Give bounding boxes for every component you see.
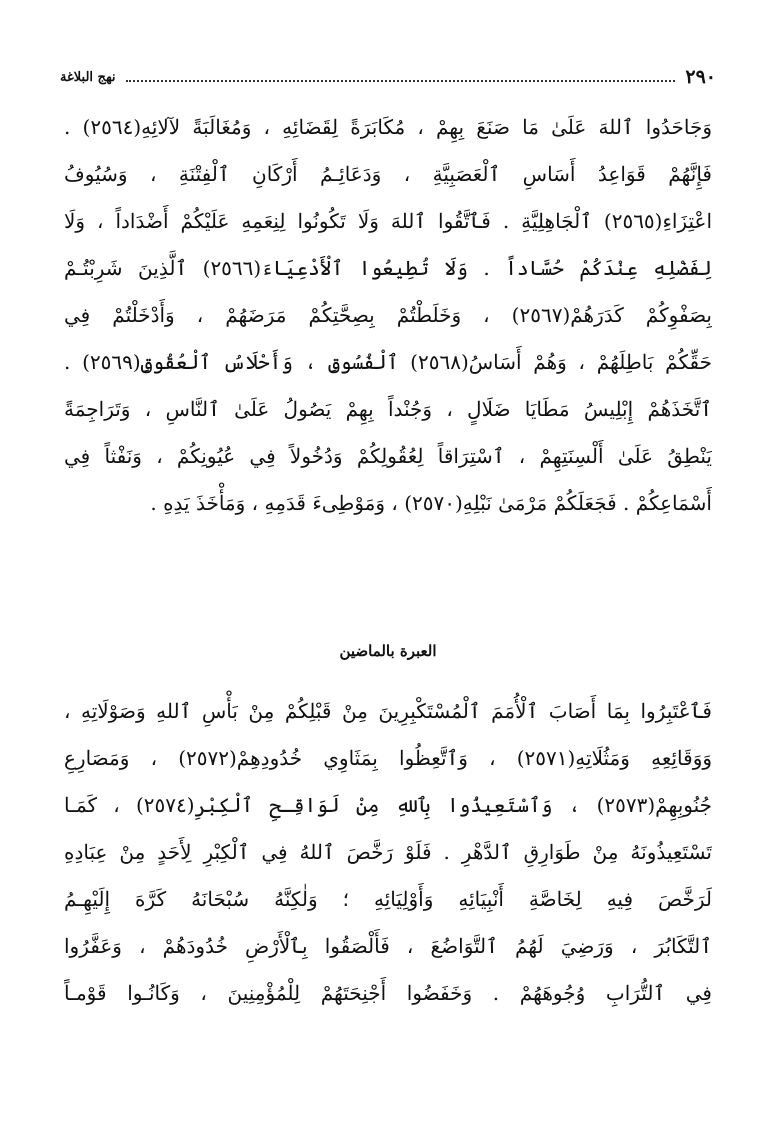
text-line: فَٱعْتَبِرُوا بِمَا أَصَابَ ٱلْأُمَمَ ٱلْمُسْتَكْبِرِينَ مِنْ قَبْلِكُمْ مِنْ بَأْسِ ٱللهِ وَصَوْلَاتِهِ ، (64, 699, 712, 723)
text-line: فَإِنَّهُمْ قَوَاعِدُ أَسَاسِ ٱلْعَصَبِيَّةِ ، وَدَعَائِـمُ أَرْكَانِ ٱلْفِتْنَةِ ، وَسُيُوفُ (64, 162, 712, 186)
text-line: وَوَقَائِعِهِ وَمَثُلَاتِهِ(٢٥٧١) ، وَٱتَّعِظُوا بِمَثَاوِي خُدُودِهِمْ(٢٥٧٢) ، وَمَصَارِعِ (64, 746, 712, 770)
text-line: لِفَضْلِهِ عِنْدَكُمْ حُسَّاداً . وَلَا تُطِيعُوا ٱلْأَدْعِيَاءَ(٢٥٦٦) ٱلَّذِينَ شَرِبْتُـمْ (64, 256, 712, 280)
text-line: ٱتَّخَذَهُمْ إِبْلِيسُ مَطَايَا ضَلَالٍ ، وَجُنْداً بِهِمْ يَصُولُ عَلَىٰ ٱلنَّاسِ ، وَتَرَاجِمَةً (64, 397, 712, 421)
text-line: وَجَاحَدُوا ٱللهَ عَلَىٰ مَا صَنَعَ بِهِمْ ، مُكَابَرَةً لِقَضَائِهِ ، وَمُغَالَبَةً لآلائِهِ(٢٥٦٤) . (64, 115, 712, 139)
book-title: نهج البلاغة (60, 69, 116, 85)
text-line: اعْتِزَاءِ(٢٥٦٥) ٱلْجَاهِلِيَّةِ . فَٱتَّقُوا ٱللهَ وَلَا تَكُونُوا لِنِعَمِهِ عَلَيْكُمْ أَضْدَاداً ، وَلَا (64, 209, 712, 233)
text-line: يَنْطِقُ عَلَىٰ أَلْسِنَتِهِمْ ، ٱسْتِرَاقاً لِعُقُولِكُمْ وَدُخُولاً فِي عُيُونِكُمْ ، وَنَفْثاً فِي (64, 444, 712, 468)
text-line: فِي ٱلتُّرَابِ وُجُوهَهُمْ . وَخَفَضُوا أَجْنِحَتَهُمْ لِلْمُؤْمِنِينَ ، وَكَانُـوا قَوْمـاً (64, 981, 712, 1005)
text-line: ٱلتَّكَابُرَ ، وَرَضِيَ لَهُمُ ٱلتَّوَاضُعَ ، فَأَلْصَقُوا بِٱلْأَرْضِ خُدُودَهُمْ ، وَعَفَّرُوا (64, 934, 712, 958)
text-block-2 (64, 688, 712, 1017)
text-line: لَرَخَّصَ فِيهِ لِخَاصَّةِ أَنْبِيَائِهِ وَأَوْلِيَائِهِ ؛ وَلٰكِنَّهُ سُبْحَانَهُ كَرَّهَ إِلَيْهِـمُ (64, 887, 712, 911)
section-heading: العبرة بالماضين (339, 642, 437, 660)
text-line: بِصَفْوِكُمْ كَدَرَهُمْ(٢٥٦٧) ، وَخَلَطْتُمْ بِصِحَّتِكُمْ مَرَضَهُمْ ، وَأَدْخَلْتُمْ فِي (64, 303, 712, 327)
text-block-1 (64, 104, 712, 527)
page-number: ٢٩٠ (685, 66, 716, 88)
text-line: حَقِّكُمْ بَاطِلَهُمْ ، وَهُمْ أَسَاسُ(٢٥٦٨) ٱلْفُسُوقِ ، وَأَحْلَاسُ ٱلْعُقُوقِ(٢٥٦٩) . (64, 350, 712, 374)
text-line: جُنُوبِهِمْ(٢٥٧٣) ، وَٱسْتَعِيذُوا بِٱللهِ مِنْ لَوَاقِـحِ ٱلْكِبْرِ(٢٥٧٤) ، كَمَـا (64, 793, 712, 817)
text-line: تَسْتَعِيذُونَهُ مِنْ طَوَارِقِ ٱلدَّهْرِ . فَلَوْ رَخَّصَ ٱللهُ فِي ٱلْكِبْرِ لِأَحَدٍ مِنْ عِبَادِهِ (64, 840, 712, 864)
running-header (60, 64, 716, 90)
text-line: أَسْمَاعِكُمْ . فَجَعَلَكُمْ مَرْمَىٰ نَبْلِهِ(٢٥٧٠) ، وَمَوْطِىءَ قَدَمِهِ ، وَمَأْخَذَ يَدِهِ . (150, 491, 712, 515)
header-dotted-rule (126, 80, 676, 82)
